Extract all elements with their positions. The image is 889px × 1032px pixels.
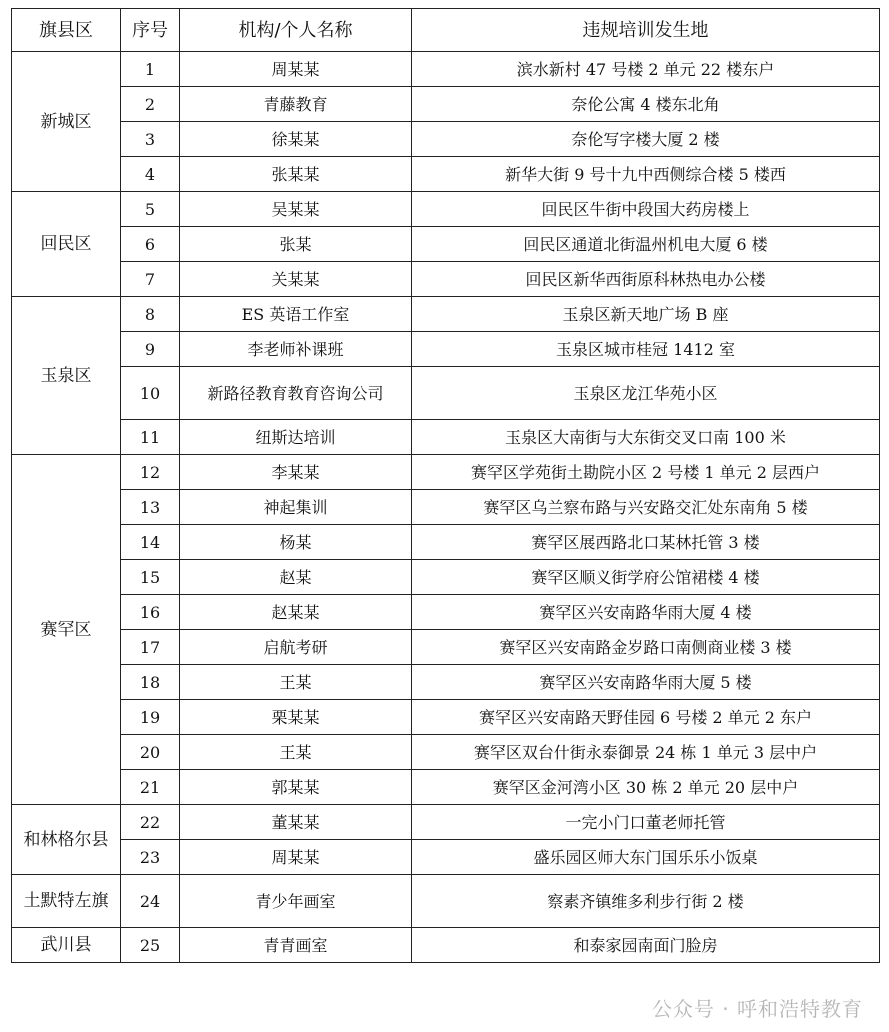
table-row bbox=[12, 420, 880, 455]
location-cell: 新华大街 9 号十九中西侧综合楼 5 楼西 bbox=[412, 157, 880, 192]
location-cell: 滨水新村 47 号楼 2 单元 22 楼东户 bbox=[412, 52, 880, 87]
table-row bbox=[12, 52, 880, 87]
location-cell: 奈伦写字楼大厦 2 楼 bbox=[412, 122, 880, 157]
table-row bbox=[12, 595, 880, 630]
table-row bbox=[12, 262, 880, 297]
table-row bbox=[12, 840, 880, 875]
name-cell: 新路径教育教育咨询公司 bbox=[180, 367, 412, 420]
location-cell: 赛罕区双台什街永泰御景 24 栋 1 单元 3 层中户 bbox=[412, 735, 880, 770]
header-location: 违规培训发生地 bbox=[412, 9, 880, 52]
location-cell: 和泰家园南面门脸房 bbox=[412, 928, 880, 963]
location-cell: 回民区牛街中段国大药房楼上 bbox=[412, 192, 880, 227]
district-cell: 玉泉区 bbox=[12, 297, 121, 455]
table-row bbox=[12, 192, 880, 227]
table-row bbox=[12, 735, 880, 770]
number-cell: 25 bbox=[121, 928, 180, 963]
number-cell: 6 bbox=[121, 227, 180, 262]
violations-table bbox=[11, 8, 880, 963]
number-cell: 7 bbox=[121, 262, 180, 297]
location-cell: 玉泉区新天地广场 B 座 bbox=[412, 297, 880, 332]
name-cell: 杨某 bbox=[180, 525, 412, 560]
location-cell: 一完小门口董老师托管 bbox=[412, 805, 880, 840]
name-cell: 李老师补课班 bbox=[180, 332, 412, 367]
district-cell: 和林格尔县 bbox=[12, 805, 121, 875]
name-cell: 吴某某 bbox=[180, 192, 412, 227]
name-cell: 关某某 bbox=[180, 262, 412, 297]
name-cell: 郭某某 bbox=[180, 770, 412, 805]
number-cell: 24 bbox=[121, 875, 180, 928]
table-row bbox=[12, 87, 880, 122]
table-row bbox=[12, 560, 880, 595]
district-cell: 新城区 bbox=[12, 52, 121, 192]
table-row bbox=[12, 367, 880, 420]
name-cell: 青少年画室 bbox=[180, 875, 412, 928]
district-cell: 土默特左旗 bbox=[12, 875, 121, 928]
location-cell: 赛罕区兴安南路天野佳园 6 号楼 2 单元 2 东户 bbox=[412, 700, 880, 735]
name-cell: 徐某某 bbox=[180, 122, 412, 157]
number-cell: 15 bbox=[121, 560, 180, 595]
name-cell: 张某某 bbox=[180, 157, 412, 192]
location-cell: 赛罕区金河湾小区 30 栋 2 单元 20 层中户 bbox=[412, 770, 880, 805]
location-cell: 玉泉区城市桂冠 1412 室 bbox=[412, 332, 880, 367]
location-cell: 玉泉区大南街与大东街交叉口南 100 米 bbox=[412, 420, 880, 455]
number-cell: 22 bbox=[121, 805, 180, 840]
number-cell: 8 bbox=[121, 297, 180, 332]
name-cell: 赵某 bbox=[180, 560, 412, 595]
name-cell: 启航考研 bbox=[180, 630, 412, 665]
number-cell: 16 bbox=[121, 595, 180, 630]
number-cell: 23 bbox=[121, 840, 180, 875]
district-cell: 武川县 bbox=[12, 928, 121, 963]
table-row bbox=[12, 332, 880, 367]
district-cell: 回民区 bbox=[12, 192, 121, 297]
number-cell: 2 bbox=[121, 87, 180, 122]
number-cell: 13 bbox=[121, 490, 180, 525]
location-cell: 赛罕区学苑街土勘院小区 2 号楼 1 单元 2 层西户 bbox=[412, 455, 880, 490]
number-cell: 4 bbox=[121, 157, 180, 192]
number-cell: 12 bbox=[121, 455, 180, 490]
watermark: 公众号 · 呼和浩特教育 bbox=[651, 997, 863, 1021]
number-cell: 5 bbox=[121, 192, 180, 227]
location-cell: 回民区通道北街温州机电大厦 6 楼 bbox=[412, 227, 880, 262]
name-cell: 董某某 bbox=[180, 805, 412, 840]
table-row bbox=[12, 630, 880, 665]
name-cell: 青青画室 bbox=[180, 928, 412, 963]
name-cell: ES 英语工作室 bbox=[180, 297, 412, 332]
table-row bbox=[12, 805, 880, 840]
table-row bbox=[12, 297, 880, 332]
name-cell: 周某某 bbox=[180, 840, 412, 875]
name-cell: 青藤教育 bbox=[180, 87, 412, 122]
number-cell: 17 bbox=[121, 630, 180, 665]
location-cell: 盛乐园区师大东门国乐乐小饭桌 bbox=[412, 840, 880, 875]
table-row bbox=[12, 227, 880, 262]
number-cell: 18 bbox=[121, 665, 180, 700]
header-row bbox=[12, 9, 880, 52]
location-cell: 回民区新华西街原科林热电办公楼 bbox=[412, 262, 880, 297]
name-cell: 王某 bbox=[180, 665, 412, 700]
table-row bbox=[12, 665, 880, 700]
table-row bbox=[12, 455, 880, 490]
header-name: 机构/个人名称 bbox=[180, 9, 412, 52]
number-cell: 21 bbox=[121, 770, 180, 805]
location-cell: 赛罕区兴安南路金岁路口南侧商业楼 3 楼 bbox=[412, 630, 880, 665]
table-row bbox=[12, 525, 880, 560]
location-cell: 奈伦公寓 4 楼东北角 bbox=[412, 87, 880, 122]
number-cell: 20 bbox=[121, 735, 180, 770]
location-cell: 赛罕区兴安南路华雨大厦 5 楼 bbox=[412, 665, 880, 700]
table-row bbox=[12, 490, 880, 525]
location-cell: 赛罕区乌兰察布路与兴安路交汇处东南角 5 楼 bbox=[412, 490, 880, 525]
header-number: 序号 bbox=[121, 9, 180, 52]
location-cell: 玉泉区龙江华苑小区 bbox=[412, 367, 880, 420]
name-cell: 神起集训 bbox=[180, 490, 412, 525]
number-cell: 14 bbox=[121, 525, 180, 560]
location-cell: 赛罕区兴安南路华雨大厦 4 楼 bbox=[412, 595, 880, 630]
number-cell: 11 bbox=[121, 420, 180, 455]
table-row bbox=[12, 122, 880, 157]
location-cell: 赛罕区展西路北口某林托管 3 楼 bbox=[412, 525, 880, 560]
district-cell: 赛罕区 bbox=[12, 455, 121, 805]
location-cell: 赛罕区顺义街学府公馆裙楼 4 楼 bbox=[412, 560, 880, 595]
table-row bbox=[12, 157, 880, 192]
number-cell: 9 bbox=[121, 332, 180, 367]
name-cell: 赵某某 bbox=[180, 595, 412, 630]
header-district: 旗县区 bbox=[12, 9, 121, 52]
number-cell: 19 bbox=[121, 700, 180, 735]
name-cell: 李某某 bbox=[180, 455, 412, 490]
number-cell: 3 bbox=[121, 122, 180, 157]
table-row bbox=[12, 700, 880, 735]
name-cell: 张某 bbox=[180, 227, 412, 262]
name-cell: 周某某 bbox=[180, 52, 412, 87]
number-cell: 10 bbox=[121, 367, 180, 420]
location-cell: 察素齐镇维多利步行街 2 楼 bbox=[412, 875, 880, 928]
name-cell: 栗某某 bbox=[180, 700, 412, 735]
number-cell: 1 bbox=[121, 52, 180, 87]
table-row bbox=[12, 770, 880, 805]
name-cell: 纽斯达培训 bbox=[180, 420, 412, 455]
table-row bbox=[12, 875, 880, 928]
name-cell: 王某 bbox=[180, 735, 412, 770]
table-row bbox=[12, 928, 880, 963]
table-body bbox=[12, 52, 880, 963]
